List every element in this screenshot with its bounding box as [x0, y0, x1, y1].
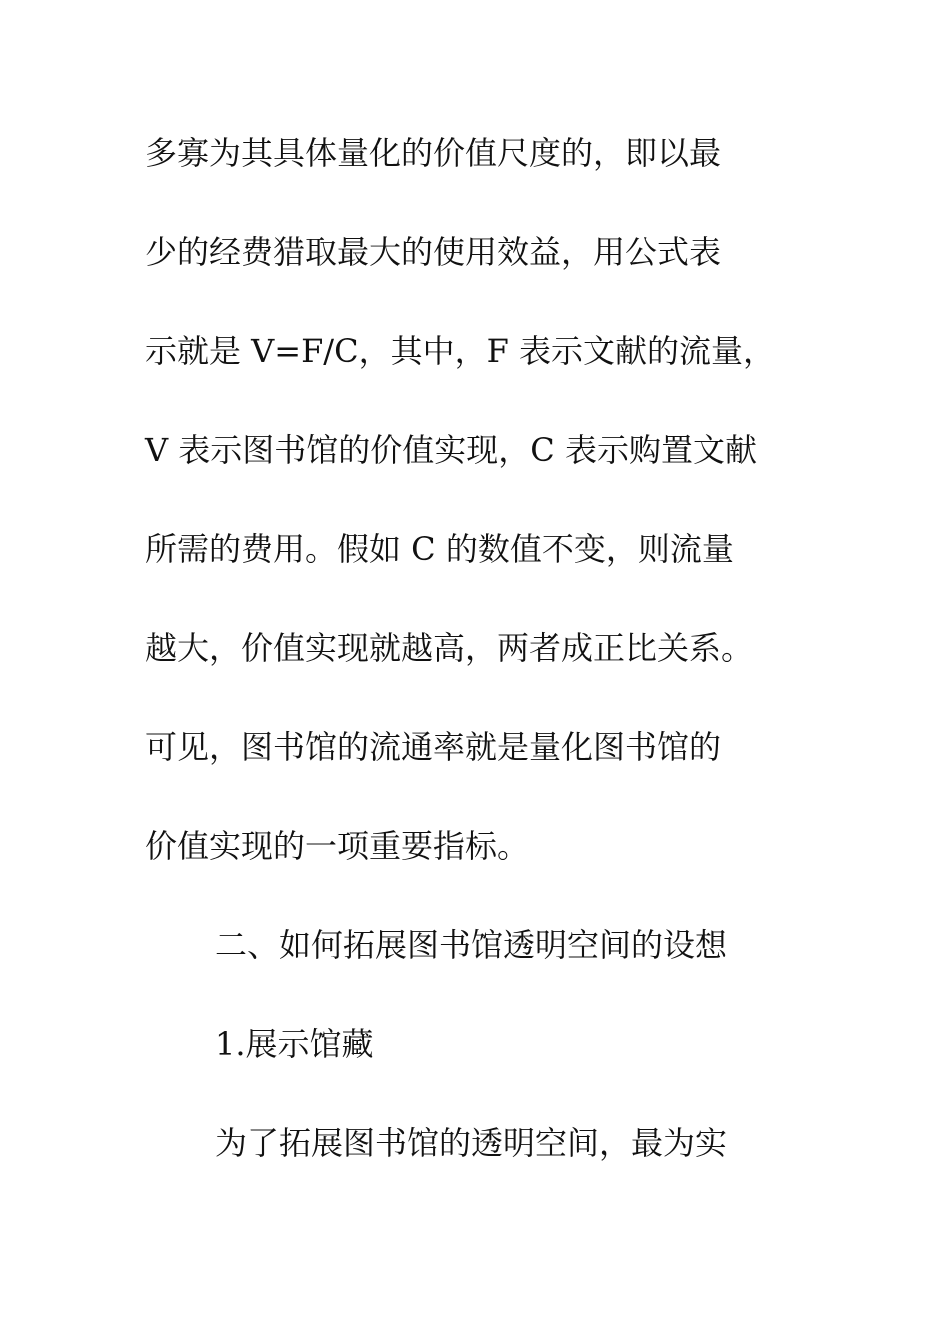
body-text-line: 多寡为其具体量化的价值尺度的，即以最 — [145, 134, 722, 172]
section-heading: 二、如何拓展图书馆透明空间的设想 — [215, 926, 728, 964]
body-text-line: 所需的费用。假如 C 的数值不变，则流量 — [145, 530, 734, 568]
body-text-line: V 表示图书馆的价值实现，C 表示购置文献 — [145, 431, 757, 469]
body-text-line: 价值实现的一项重要指标。 — [145, 827, 530, 865]
subsection-heading: 1.展示馆藏 — [215, 1025, 374, 1063]
body-text-line: 越大，价值实现就越高，两者成正比关系。 — [145, 629, 754, 667]
body-text-line: 示就是 V=F/C，其中，F 表示文献的流量， — [145, 332, 775, 370]
body-text-line: 可见，图书馆的流通率就是量化图书馆的 — [145, 728, 722, 766]
body-text-line: 为了拓展图书馆的透明空间，最为实 — [215, 1124, 728, 1162]
body-text-line: 少的经费猎取最大的使用效益，用公式表 — [145, 233, 722, 271]
